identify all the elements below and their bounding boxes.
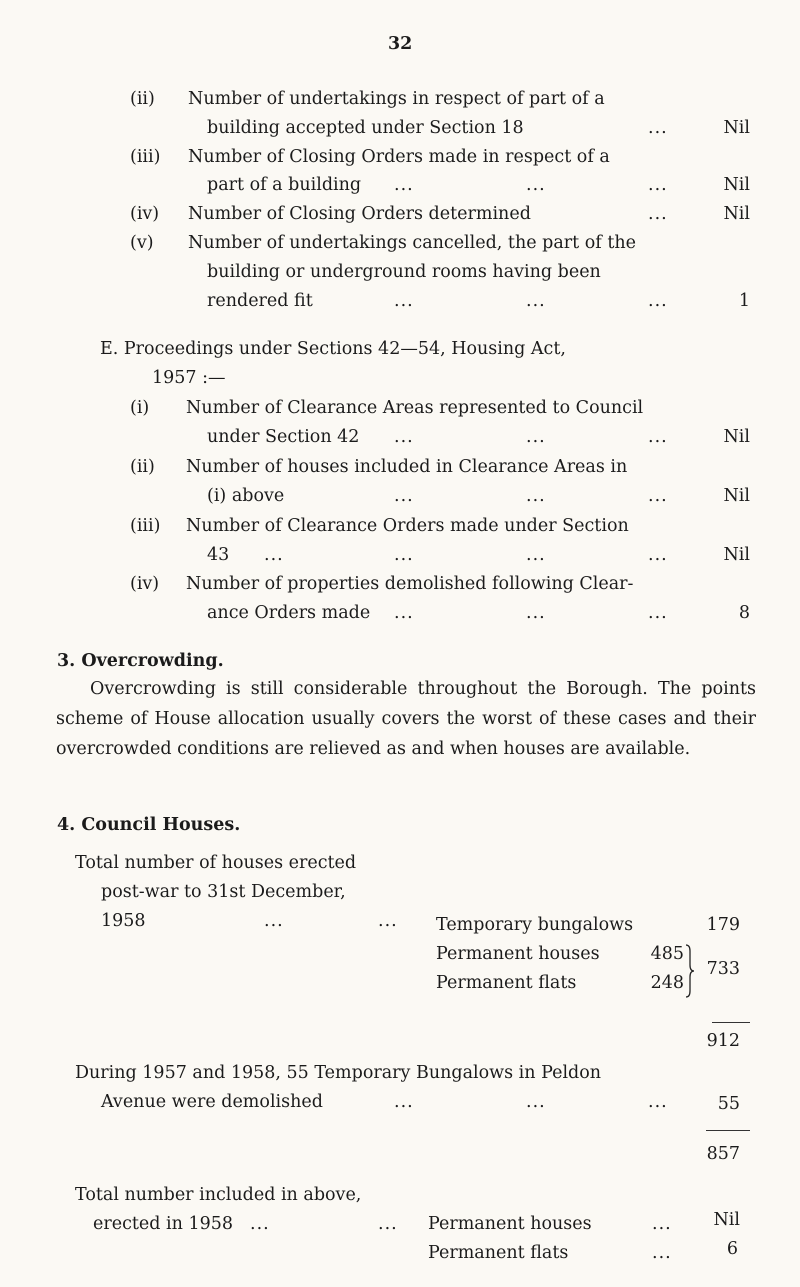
leader-dots: ... (394, 175, 414, 195)
item-number: (i) (130, 398, 150, 418)
item-text: Number of undertakings cancelled, the part of the (188, 233, 636, 253)
sum-rule (712, 1022, 750, 1023)
page-number: 32 (388, 34, 413, 54)
leader-dots: ... (394, 291, 414, 311)
item-text: Number of properties demolished following Clear- (186, 574, 634, 594)
overcrowding-heading: 3. Overcrowding. (57, 651, 224, 671)
permanent-flats-label: Permanent flats (436, 973, 577, 993)
item-number: (ii) (130, 89, 155, 109)
temporary-label: Temporary bungalows (436, 915, 634, 935)
leader-dots: ... (378, 1214, 398, 1234)
item-number: (ii) (130, 457, 155, 477)
leader-dots: ... (648, 204, 668, 224)
net-total: 857 (706, 1144, 740, 1164)
item-text: Number of undertakings in respect of part of a (188, 89, 605, 109)
sum-rule (706, 1130, 750, 1131)
leader-dots: ... (648, 1092, 668, 1112)
demolished-text: Avenue were demolished (101, 1092, 323, 1112)
leader-dots: ... (652, 1243, 672, 1263)
leader-dots: ... (526, 1092, 546, 1112)
item-text: (i) above (207, 486, 285, 506)
included-label: Total number included in above, (75, 1185, 362, 1205)
leader-dots: ... (394, 545, 414, 565)
leader-dots: ... (394, 1092, 414, 1112)
demolished-value: 55 (717, 1094, 740, 1114)
section-e-heading: E. Proceedings under Sections 42—54, Housing Act, (100, 339, 566, 359)
permanent-houses-label: Permanent houses (436, 944, 600, 964)
item-number: (v) (130, 233, 154, 253)
permanent-flats-value: 248 (650, 973, 684, 993)
item-value: Nil (723, 545, 750, 565)
item-value: Nil (723, 204, 750, 224)
leader-dots: ... (648, 291, 668, 311)
item-text: building accepted under Section 18 (207, 118, 524, 138)
leader-dots: ... (526, 175, 546, 195)
item-value: Nil (723, 175, 750, 195)
leader-dots: ... (648, 427, 668, 447)
included-flats-value: 6 (726, 1239, 738, 1259)
item-text: 43 (207, 545, 230, 565)
leader-dots: ... (526, 603, 546, 623)
overcrowding-paragraph: Overcrowding is still considerable throughout the Borough. The points scheme of House allocation usually covers the worst of these cases and their overcrowded conditions are relieved as and when houses are available. (56, 679, 756, 759)
item-number: (iii) (130, 516, 161, 536)
leader-dots: ... (264, 911, 284, 931)
item-value: Nil (723, 118, 750, 138)
permanent-total: 733 (706, 959, 740, 979)
leader-dots: ... (526, 427, 546, 447)
total-label: post-war to 31st December, (101, 882, 346, 902)
item-number: (iv) (130, 204, 160, 224)
item-value: 8 (738, 603, 750, 623)
leader-dots: ... (648, 545, 668, 565)
leader-dots: ... (394, 486, 414, 506)
item-text: Number of Closing Orders determined (188, 204, 531, 224)
item-text: ance Orders made (207, 603, 371, 623)
grand-total: 912 (706, 1031, 740, 1051)
leader-dots: ... (394, 427, 414, 447)
temporary-value: 179 (706, 915, 740, 935)
leader-dots: ... (526, 545, 546, 565)
item-number: (iv) (130, 574, 160, 594)
included-houses-value: Nil (713, 1210, 740, 1230)
leader-dots: ... (652, 1214, 672, 1234)
item-value: Nil (723, 486, 750, 506)
item-text: Number of Clearance Orders made under Section (186, 516, 629, 536)
item-text: Number of Closing Orders made in respect of a (188, 147, 610, 167)
demolished-text: During 1957 and 1958, 55 Temporary Bungalows in Peldon (75, 1063, 602, 1083)
included-flats-label: Permanent flats (428, 1243, 569, 1263)
included-houses-label: Permanent houses (428, 1214, 592, 1234)
leader-dots: ... (648, 603, 668, 623)
council-houses-heading: 4. Council Houses. (57, 815, 241, 835)
leader-dots: ... (264, 545, 284, 565)
leader-dots: ... (648, 175, 668, 195)
leader-dots: ... (526, 486, 546, 506)
item-text: Number of Clearance Areas represented to Council (186, 398, 644, 418)
brace-icon (684, 943, 696, 999)
leader-dots: ... (526, 291, 546, 311)
total-label: Total number of houses erected (75, 853, 357, 873)
permanent-houses-value: 485 (650, 944, 684, 964)
leader-dots: ... (394, 603, 414, 623)
leader-dots: ... (378, 911, 398, 931)
section-e-heading: 1957 :— (152, 368, 226, 388)
item-text: part of a building (207, 175, 362, 195)
item-value: Nil (723, 427, 750, 447)
item-text: under Section 42 (207, 427, 360, 447)
leader-dots: ... (250, 1214, 270, 1234)
included-label: erected in 1958 (93, 1214, 233, 1234)
item-text: rendered fit (207, 291, 313, 311)
item-text: building or underground rooms having been (207, 262, 601, 282)
item-value: 1 (738, 291, 750, 311)
item-number: (iii) (130, 147, 161, 167)
leader-dots: ... (648, 118, 668, 138)
total-label: 1958 (101, 911, 146, 931)
leader-dots: ... (648, 486, 668, 506)
item-text: Number of houses included in Clearance Areas in (186, 457, 628, 477)
